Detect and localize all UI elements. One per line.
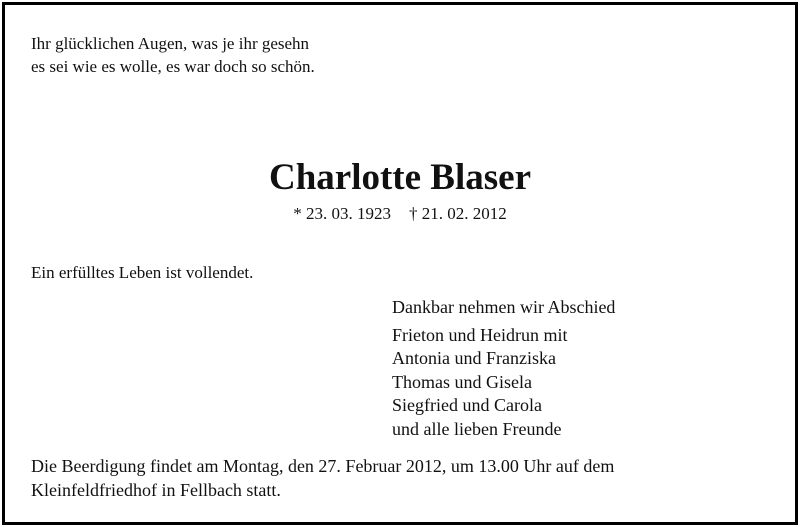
mourner-line: und alle lieben Freunde: [392, 418, 562, 439]
verse-line: Ihr glücklichen Augen, was je ihr gesehn: [31, 34, 310, 53]
birth-date: * 23. 03. 1923: [293, 204, 391, 223]
mourner-line: Siegfried und Carola: [392, 395, 542, 415]
mourners-heading: Dankbar nehmen wir Abschied: [392, 297, 616, 317]
mourner-line: Antonia und Franziska: [392, 348, 556, 368]
funeral-line: Kleinfeldfriedhof in Fellbach statt.: [31, 479, 281, 500]
deceased-name: Charlotte Blaser: [268, 157, 532, 198]
mourners-block: [392, 296, 615, 441]
mourner-line: Thomas und Gisela: [392, 371, 532, 392]
mourner-line: Frieton und Heidrun mit: [392, 324, 568, 345]
verse-line: es sei wie es wolle, es war doch so schön.: [31, 57, 315, 76]
verse: [31, 32, 315, 78]
funeral-info: [31, 455, 614, 502]
life-statement: Ein erfülltes Leben ist vollendet.: [31, 263, 254, 282]
death-date: † 21. 02. 2012: [409, 204, 507, 223]
life-dates: [0, 203, 800, 225]
funeral-line: Die Beerdigung findet am Montag, den 27. Februar 2012, um 13.00 Uhr auf dem: [31, 456, 615, 476]
